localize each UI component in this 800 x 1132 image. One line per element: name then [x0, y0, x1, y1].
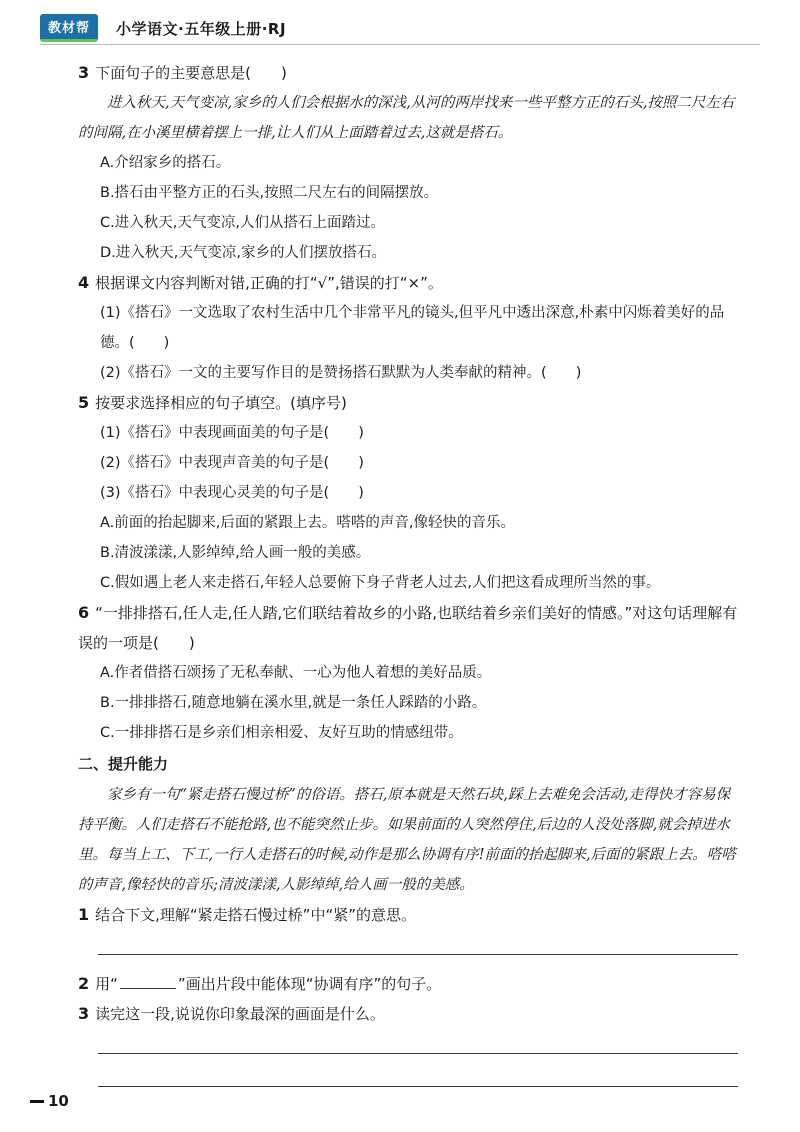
question-number: 1 [78, 905, 90, 924]
page-header [40, 14, 286, 42]
question-6 [78, 598, 738, 658]
question-number: 5 [78, 393, 90, 412]
brand-logo: 教材帮 [40, 14, 98, 42]
answer-line[interactable] [98, 1035, 738, 1054]
book-title: 小学语文·五年级上册·RJ [116, 19, 287, 38]
option-b: B.一排排搭石,随意地躺在溪水里,就是一条任人踩踏的小路。 [100, 695, 487, 711]
header-divider [40, 44, 760, 45]
question-stem: 根据课文内容判断对错,正确的打“√”,错误的打“×”。 [95, 274, 443, 292]
fill-item-1: (1)《搭石》中表现画面美的句子是( ) [100, 425, 364, 441]
question-5 [78, 388, 738, 418]
quoted-passage: 进入秋天,天气变凉,家乡的人们会根据水的深浅,从河的两岸找来一些平整方正的石头,按照二尺左右的间隔,在小溪里横着摆上一排,让人们从上面踏着过去,这就是搭石。 [78, 95, 735, 141]
question-stem: 下面句子的主要意思是( ) [95, 64, 287, 82]
judgement-item-2: (2)《搭石》一文的主要写作目的是赞扬搭石默默为人类奉献的精神。( ) [100, 365, 582, 381]
judgement-item-1: (1)《搭石》一文选取了农村生活中几个非常平凡的镜头,但平凡中透出深意,朴素中闪烁着美好的品德。( ) [100, 305, 725, 351]
reading-passage: 家乡有一句“紧走搭石慢过桥”的俗语。搭石,原本就是天然石块,踩上去难免会活动,走得快才容易保持平衡。人们走搭石不能抢路,也不能突然止步。如果前面的人突然停住,后边的人没处落脚,就会掉进水里。每当上工、下工,一行人走搭石的时候,动作是那么协调有序!前面的抬起脚来,后面的紧跟上去。嗒嗒的声音,像轻快的音乐;清波漾漾,人影绰绰,给人画一般的美感。 [78, 787, 736, 893]
option-b: B.搭石由平整方正的石头,按照二尺左右的间隔摆放。 [100, 185, 439, 201]
question-text-after: ”画出片段中能体现“协调有序”的句子。 [177, 975, 442, 993]
sub-question-1 [78, 900, 738, 930]
question-text: 读完这一段,说说你印象最深的画面是什么。 [95, 1005, 385, 1023]
option-a: A.前面的抬起脚来,后面的紧跟上去。嗒嗒的声音,像轻快的音乐。 [100, 515, 515, 531]
page-number-value: 10 [48, 1092, 69, 1110]
option-a: A.介绍家乡的搭石。 [100, 155, 231, 171]
option-a: A.作者借搭石颂扬了无私奉献、一心为他人着想的美好品质。 [100, 665, 492, 681]
answer-line[interactable] [98, 936, 738, 955]
section-title: 二、提升能力 [78, 755, 169, 773]
option-c: C.假如遇上老人来走搭石,年轻人总要俯下身子背老人过去,人们把这看成理所当然的事。 [100, 575, 661, 591]
question-number: 3 [78, 63, 90, 82]
worksheet-body [78, 58, 738, 1101]
question-number: 3 [78, 1004, 90, 1023]
underline-sample [120, 974, 176, 989]
page-number [30, 1092, 69, 1110]
question-stem: 按要求选择相应的句子填空。(填序号) [95, 394, 347, 412]
option-d: D.进入秋天,天气变凉,家乡的人们摆放搭石。 [100, 245, 386, 261]
question-4 [78, 268, 738, 298]
option-c: C.一排排搭石是乡亲们相亲相爱、友好互助的情感纽带。 [100, 725, 463, 741]
sub-question-2 [78, 969, 738, 999]
question-number: 2 [78, 974, 90, 993]
question-text: 结合下文,理解“紧走搭石慢过桥”中“紧”的意思。 [95, 906, 416, 924]
option-c: C.进入秋天,天气变凉,人们从搭石上面踏过。 [100, 215, 385, 231]
fill-item-2: (2)《搭石》中表现声音美的句子是( ) [100, 455, 364, 471]
answer-line[interactable] [98, 1068, 738, 1087]
question-number: 4 [78, 273, 90, 292]
page-number-dash [30, 1100, 44, 1103]
question-text-before: 用“ [95, 975, 118, 993]
question-3 [78, 58, 738, 88]
sub-question-3 [78, 999, 738, 1029]
option-b: B.清波漾漾,人影绰绰,给人画一般的美感。 [100, 545, 371, 561]
question-number: 6 [78, 603, 90, 622]
fill-item-3: (3)《搭石》中表现心灵美的句子是( ) [100, 485, 364, 501]
question-stem: “一排排搭石,任人走,任人踏,它们联结着故乡的小路,也联结着乡亲们美好的情感。”对这句话理解有误的一项是( ) [78, 604, 738, 652]
